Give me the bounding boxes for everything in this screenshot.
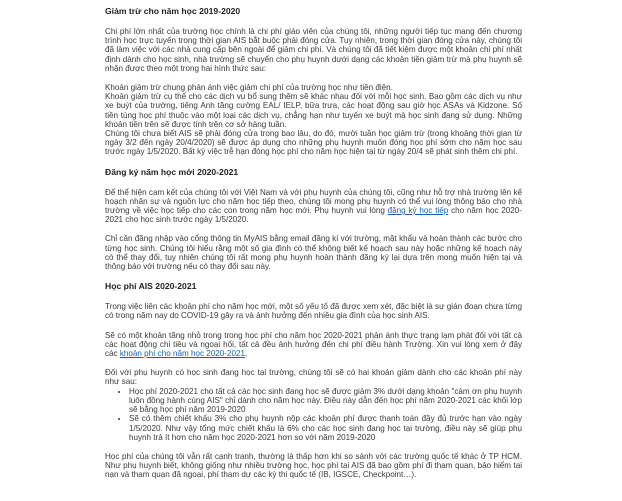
paragraph: Chúng tôi chưa biết AIS sẽ phải đóng cửa trong bao lâu, do đó, mười tuần học giảm trừ (trong khoảng thời gian từ ngày 3/2 đến ngày 20/4/2020) sẽ được áp dụng cho những phụ huynh muốn đóng học phí sớm cho năm học sau trước ngày 1/5/2020. Bất kỳ việc trễ hạn đóng học phí cho năm học hiện tại từ ngày 20/4 sẽ phát sinh thêm chi phí. [105, 129, 522, 157]
paragraph: Khoản giảm trừ chung phản ánh việc giảm chi phí của trường học như tiền điện. [105, 83, 393, 93]
list-item: • Học phí 2020-2021 cho tất cả các học sinh đang học sẽ được giảm 3% dưới dạng khoản "cảm ơn phụ huynh luôn đồng hành cùng AIS" chỉ dành cho năm học này. Điều này dẫn đến học phí năm 2020-2021 các khối lớp sẽ bằng học phí năm 2019-2020 [129, 387, 522, 415]
section-heading-tuition: Học phí AIS 2020-2021 [105, 281, 197, 292]
paragraph: Chi phí lớn nhất của trường học chính là chi phí giáo viên của chúng tôi, những người tiếp tục mang đến chương trình học trực tuyến trong thời gian AIS bắt buộc phải đóng cửa. Tuy nhiên, trong thời gian đóng cửa này, chúng tôi đã làm việc với các nhà cung cấp bên ngoài để giảm chi phí. Và chúng tôi đã tiết kiệm được một khoản chi phí nhất định dành cho học sinh, nhà trường sẽ chuyển cho phụ huynh dưới dạng các khoản tiền giảm trừ mà phụ huynh sẽ nhận được theo một trong hai hình thức sau: [105, 27, 522, 73]
section-heading-fee-reduction: Giảm trừ cho năm học 2019-2020 [105, 6, 241, 16]
paragraph-text: . [244, 349, 248, 359]
paragraph-with-link [105, 331, 522, 359]
paragraph-with-link [105, 188, 522, 225]
paragraph-text: cho năm học 2020-2021 cho học sinh trước ngày 1/5/2020. [105, 206, 523, 225]
paragraph-text: Sẽ có một khoản tăng nhỏ trong trong học phí cho năm học 2020-2021 phản ánh thực trạng lạm phát đối với tất cả các hoạt động chi tiêu và ngoại hối, tất cả đều ảnh hưởng đến chi phí điều hành Trường. Xin vui lòng xem ở đây các [105, 330, 522, 359]
re-enrollment-link[interactable]: đăng ký học tiếp [387, 206, 449, 216]
paragraph: Chỉ cần đăng nhập vào cổng thông tin MyAIS bằng email đăng kí với trường, mật khẩu và hoàn thành các bước cho từng học sinh. Chúng tôi hiểu rằng một số gia đình có thể không biết kế hoạch sau này hoặc những kế hoạch này có thể thay đổi, tuy nhiên chúng tôi rất mong phụ huynh hoàn thành đăng ký lại dựa trên mong muốn hiện tại và thông báo với trường nếu có thay đổi sau này. [105, 234, 522, 272]
paragraph-text: Để thể hiện cam kết của chúng tôi với Việt Nam và với phụ huynh của chúng tôi, cũng như hỗ trợ nhà trường lên kế hoạch nhân sự và nguồn lực cho năm học tiếp theo, chúng tôi mong phụ huynh có thể vui lòng thông báo cho nhà trường về việc học tiếp cho các con trong năm học mới. Phụ huynh vui lòng [105, 187, 522, 216]
discount-list [105, 387, 522, 442]
fees-link[interactable]: khoản phí cho năm học 2020-2021 [119, 349, 245, 359]
paragraph: Đối với phụ huynh có học sinh đang học tại trường, chúng tôi sẽ có hai khoản giảm dành cho các khoản phí này như sau: [105, 368, 522, 387]
list-item: • Sẽ có thêm chiết khấu 3% cho phụ huynh nộp các khoản phí được thanh toán đầy đủ trước hạn vào ngày 1/5/2020. Như vậy tổng mức chiết khấu là 6% cho các học sinh đang học tại trường, điều này sẽ giúp phụ huynh trả ít hơn cho năm học 2020-2021 hơn so với năm 2019-2020 [129, 414, 522, 442]
paragraph: Khoản giảm trừ cụ thể cho các dịch vụ bổ sung thêm sẽ khác nhau đối với mỗi học sinh. Bao gồm các dịch vụ như xe buýt của trường, tiếng Anh tăng cường EAL/ IELP, bữa trưa, các hoạt động sau giờ học ASAs và Kidzone. Số tiền tùng học phí thuộc vào một loại các dịch vụ, chẳng hạn như tuyến xe buýt mà học sinh đang sử dụng. Những khoản tiền trên sẽ được tính trên cơ sở hàng tuần. [105, 92, 522, 129]
paragraph: Học phí của chúng tôi vẫn rất cạnh tranh, thường là thấp hơn khi so sánh với các trường quốc tế khác ở TP HCM. Như phụ huynh biết, không giống như nhiều trường học, học phí tại AIS đã bao gồm phí đi tham quan, bảo hiểm tai nạn và tham quan đã ngoại, phí tham dự các kỳ thi quốc tế (IB, IGSCE, Checkpoint…). [105, 451, 522, 480]
section-heading-registration: Đăng ký năm học mới 2020-2021 [105, 166, 239, 177]
paragraph: Trong việc liên các khoản phí cho năm học mới, một số yếu tố đã được xem xét, đặc biệt là sự gián đoạn chưa từng có trong năm nay do COVID-19 gây ra và ảnh hưởng đến nhiều gia đình của học sinh AIS. [105, 302, 522, 321]
